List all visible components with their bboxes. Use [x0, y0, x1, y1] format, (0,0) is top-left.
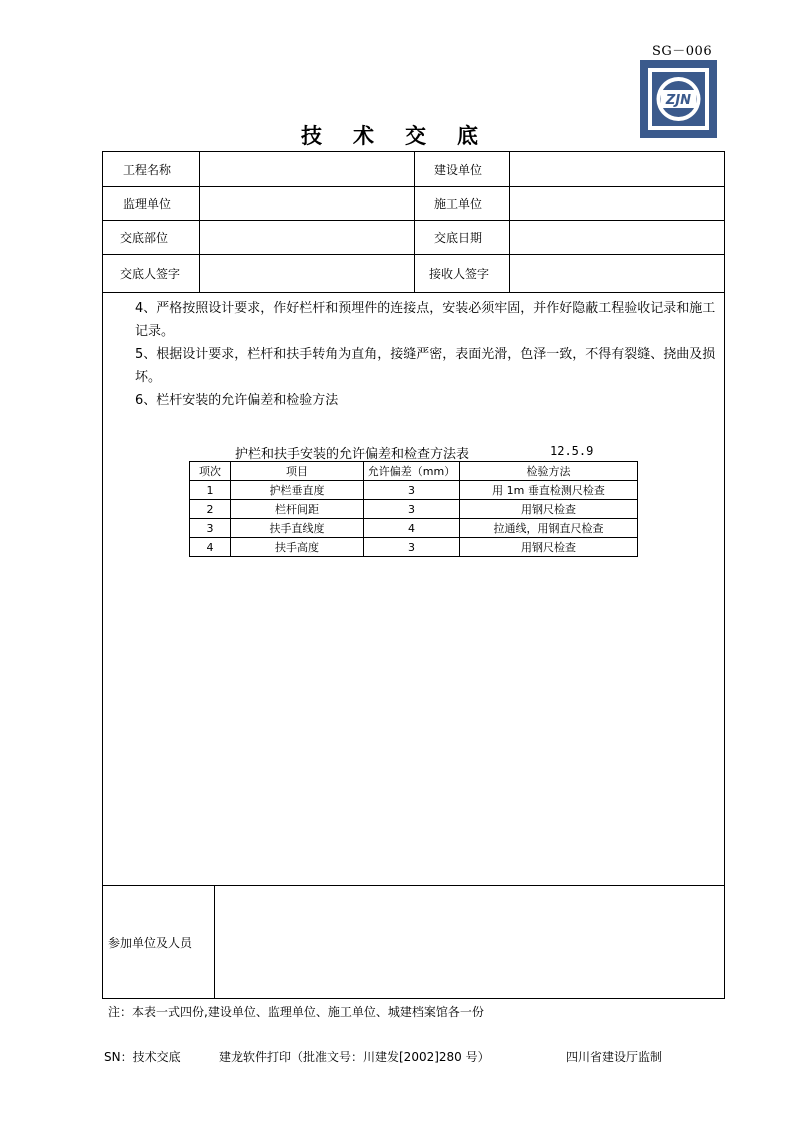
value-disclosure-date[interactable] [513, 220, 718, 254]
label-participants: 参加单位及人员 [108, 935, 193, 950]
table-cell: 扶手直线度 [231, 519, 364, 538]
table-cell: 用钢尺检查 [460, 500, 638, 519]
table-cell: 护栏垂直度 [231, 481, 364, 500]
table-cell: 4 [364, 519, 460, 538]
form-code: SG－006 [652, 44, 713, 59]
table-cell: 4 [190, 538, 231, 557]
svg-text:ZJN: ZJN [665, 93, 692, 108]
form-frame [102, 151, 725, 999]
label-disclosure-date: 交底日期 [434, 230, 483, 245]
table-caption: 护栏和扶手安装的允许偏差和检查方法表 [235, 447, 470, 462]
value-disclosure-part[interactable] [203, 220, 408, 254]
table-cell: 栏杆间距 [231, 500, 364, 519]
value-receiver-signature[interactable] [513, 254, 718, 292]
col-header: 项次 [190, 462, 231, 481]
tolerance-table [189, 461, 638, 557]
value-discloser-signature[interactable] [203, 254, 408, 292]
disclosure-content [135, 297, 721, 412]
value-participants[interactable] [219, 888, 719, 996]
value-construction-unit[interactable] [513, 152, 718, 186]
table-row [190, 500, 638, 519]
table-row [190, 538, 638, 557]
value-project-name[interactable] [203, 152, 408, 186]
label-discloser-signature: 交底人签字 [120, 266, 181, 281]
footer-sn: SN：技术交底 [104, 1050, 181, 1064]
item-4-text: 4、严格按照设计要求，作好栏杆和预埋件的连接点，安装必须牢固，并作好隐蔽工程验收记录和施工记录。 [135, 301, 716, 339]
item-6-text: 6、栏杆安装的允许偏差和检验方法 [135, 393, 339, 408]
col-header: 允许偏差（mm） [364, 462, 460, 481]
table-cell: 拉通线，用钢直尺检查 [460, 519, 638, 538]
table-cell: 3 [364, 538, 460, 557]
label-project-name: 工程名称 [123, 162, 172, 177]
table-cell: 3 [364, 481, 460, 500]
table-cell: 2 [190, 500, 231, 519]
label-receiver-signature: 接收人签字 [429, 266, 490, 281]
footer-software: 建龙软件打印（批准文号：川建发[2002]280 号） [219, 1050, 490, 1064]
table-row [190, 519, 638, 538]
value-contractor[interactable] [513, 186, 718, 220]
item-5-text: 5、根据设计要求，栏杆和扶手转角为直角，接缝严密，表面光滑，色泽一致，不得有裂缝、挠曲及损坏。 [135, 347, 716, 385]
table-cell: 3 [190, 519, 231, 538]
col-header: 检验方法 [460, 462, 638, 481]
table-cell: 1 [190, 481, 231, 500]
page-title: 技术交底 [301, 123, 509, 148]
label-construction-unit: 建设单位 [434, 162, 483, 177]
label-disclosure-part: 交底部位 [120, 230, 169, 245]
label-supervision-unit: 监理单位 [123, 196, 172, 211]
table-header-row [190, 462, 638, 481]
label-contractor: 施工单位 [434, 196, 483, 211]
table-row [190, 481, 638, 500]
table-cell: 扶手高度 [231, 538, 364, 557]
footnote: 注：本表一式四份,建设单位、监理单位、施工单位、城建档案馆各一份 [108, 1005, 484, 1019]
table-cell: 3 [364, 500, 460, 519]
footer-supervisor: 四川省建设厅监制 [566, 1050, 663, 1064]
value-supervision-unit[interactable] [203, 186, 408, 220]
table-cell: 用 1m 垂直检测尺检查 [460, 481, 638, 500]
table-cell: 用钢尺检查 [460, 538, 638, 557]
col-header: 项目 [231, 462, 364, 481]
table-number: 12.5.9 [550, 444, 594, 458]
